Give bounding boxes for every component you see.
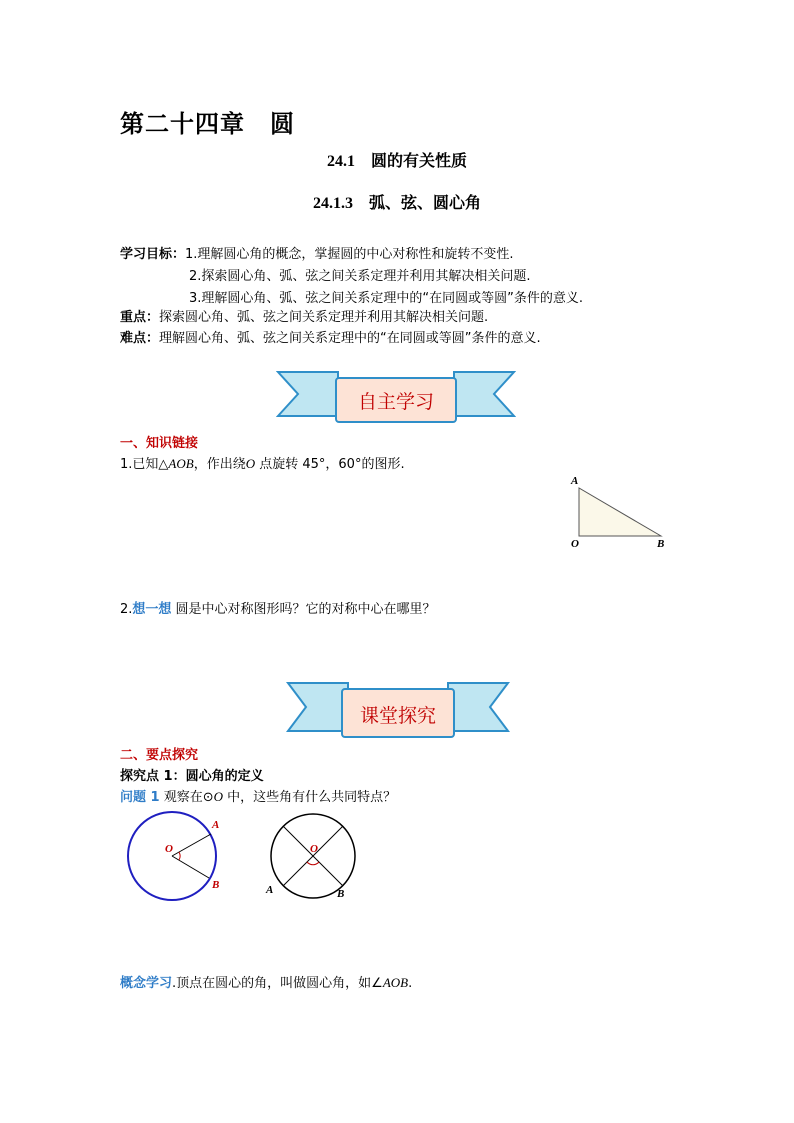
- concept-var: AOB: [382, 975, 409, 990]
- subsection-title: 24.1.3 弧、弦、圆心角: [312, 195, 481, 212]
- fig1-label-b: B: [212, 879, 220, 891]
- concept-text: .顶点在圆心的角，叫做圆心角，如∠: [172, 976, 383, 991]
- question-1-prefix: 1.已知△: [120, 457, 169, 472]
- fig2-label-b: B: [337, 888, 345, 900]
- question-2-tag: 想一想: [132, 602, 172, 617]
- goal-item-1: 1.理解圆心角的概念，掌握圆的中心对称性和旋转不变性.: [185, 247, 514, 262]
- triangle-label-a: A: [571, 475, 579, 487]
- difficult-point-line: [120, 327, 541, 346]
- goal-item-2: 2.探索圆心角、弧、弦之间关系定理并利用其解决相关问题.: [189, 269, 531, 284]
- question-2-num: 2.: [120, 602, 133, 617]
- goal-line-1: [120, 243, 514, 262]
- question-1-mid: ，作出绕: [193, 457, 246, 472]
- problem-1-var: O: [213, 789, 223, 804]
- question-1-suffix: 点旋转 45°，60°的图形.: [255, 457, 405, 472]
- key-text: 探索圆心角、弧、弦之间关系定理并利用其解决相关问题.: [159, 310, 489, 325]
- problem-1-text-a: 观察在⊙: [159, 790, 214, 805]
- difficult-text: 理解圆心角、弧、弦之间关系定理中的“在同圆或等圆”条件的意义.: [159, 331, 541, 346]
- fig2-label-a: A: [266, 884, 274, 896]
- triangle-label-b: B: [657, 538, 665, 550]
- goals-label: 学习目标：: [120, 247, 186, 262]
- fig1-label-a: A: [212, 819, 220, 831]
- triangle-aob-figure: [565, 474, 675, 552]
- circle-figure-1: [120, 808, 240, 908]
- banner-classroom-inquiry-text: 课堂探究: [359, 705, 437, 727]
- key-label: 重点：: [120, 310, 160, 325]
- question-2: [120, 598, 436, 617]
- question-1: [120, 453, 405, 472]
- goal-item-3: 3.理解圆心角、弧、弦之间关系定理中的“在同圆或等圆”条件的意义.: [189, 291, 584, 306]
- question-1-var2: O: [245, 456, 256, 471]
- question-1-var: AOB: [168, 456, 194, 471]
- difficult-label: 难点：: [120, 331, 160, 346]
- banner-self-study-text: 自主学习: [357, 391, 435, 413]
- question-problem-1: [120, 786, 396, 805]
- key-point-line: [120, 306, 488, 325]
- chapter-title: 第二十四章 圆: [120, 110, 295, 138]
- heading-key-inquiry: 二、要点探究: [120, 748, 199, 763]
- banner-classroom-inquiry: [286, 679, 510, 739]
- concept-tag: 概念学习: [120, 976, 173, 991]
- problem-1-text-b: 中，这些角有什么共同特点？: [223, 790, 397, 805]
- banner-self-study: [276, 366, 516, 424]
- inquiry-point-1: 探究点 1：圆心角的定义: [120, 769, 264, 784]
- section-title: 24.1 圆的有关性质: [326, 153, 467, 170]
- question-2-text: 圆是中心对称图形吗？它的对称中心在哪里？: [171, 602, 436, 617]
- fig1-label-o: O: [165, 843, 173, 855]
- triangle-label-o: O: [571, 538, 579, 550]
- heading-knowledge-link: 一、知识链接: [120, 436, 199, 451]
- concept-learning: [120, 972, 412, 991]
- fig2-label-o: O: [310, 843, 318, 855]
- concept-end: .: [408, 976, 413, 991]
- circle-figure-2: [258, 808, 368, 904]
- problem-1-tag: 问题 1: [120, 790, 160, 805]
